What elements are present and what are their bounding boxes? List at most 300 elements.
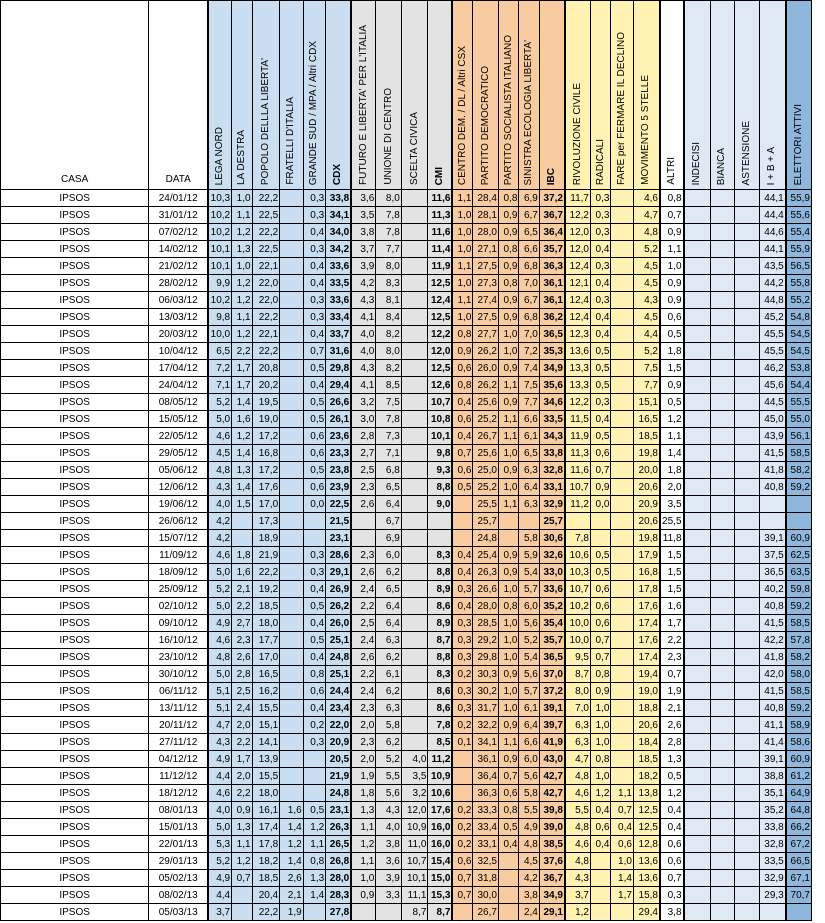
cell-sinistra-ecologia-liberta: 7,4: [519, 360, 539, 377]
cell-partito-democratico: 25,4: [473, 547, 499, 564]
cell-i-b-a: 41,5: [759, 445, 786, 462]
cell-radicali: 0,5: [590, 547, 610, 564]
cell-fare-per-fermare-il-declino: [611, 275, 633, 292]
cell-futuro-e-liberta-per-l-italia: 2,2: [351, 598, 376, 615]
cell-centro-dem-dl-altri-csx: [452, 496, 472, 513]
cell-casa: IPSOS: [1, 547, 149, 564]
cell-centro-dem-dl-altri-csx: 0,9: [452, 343, 472, 360]
cell-partito-socialista-italiano: 1,0: [498, 632, 518, 649]
cell-movimento-5-stelle: 17,9: [633, 547, 660, 564]
cell-grande-sud-mpa-altri-cdx: 0,4: [303, 224, 325, 241]
cell-fratelli-d-italia: [280, 462, 304, 479]
cell-movimento-5-stelle: 4,5: [633, 275, 660, 292]
cell-data: 12/06/12: [149, 479, 208, 496]
cell-data: 14/02/12: [149, 241, 208, 258]
cell-casa: IPSOS: [1, 649, 149, 666]
cell-movimento-5-stelle: 20,6: [633, 717, 660, 734]
cell-la-destra: 2,2: [232, 598, 252, 615]
cell-sinistra-ecologia-liberta: 7,0: [519, 275, 539, 292]
cell-centro-dem-dl-altri-csx: [452, 751, 472, 768]
cell-indecisi: [684, 683, 711, 700]
cell-popolo-dellla-liberta: 22,1: [252, 326, 280, 343]
cell-data: 29/05/12: [149, 445, 208, 462]
cell-rivoluzione-civile: 11,3: [565, 445, 591, 462]
cell-data: 04/12/12: [149, 751, 208, 768]
column-header-altri: [660, 1, 684, 190]
cell-astensione: [735, 751, 760, 768]
cell-centro-dem-dl-altri-csx: [452, 768, 472, 785]
cell-sinistra-ecologia-liberta: 5,5: [519, 802, 539, 819]
cell-i-b-a: 38,8: [759, 768, 786, 785]
cell-la-destra: 2,2: [232, 734, 252, 751]
cell-elettori-attivi: 55,4: [786, 224, 812, 241]
cell-bianca: [710, 496, 735, 513]
cell-cmi: 8,9: [428, 581, 453, 598]
cell-scelta-civica: [401, 275, 428, 292]
cell-casa: IPSOS: [1, 326, 149, 343]
cell-unione-di-centro: 5,8: [376, 717, 402, 734]
cell-i-b-a: 45,2: [759, 309, 786, 326]
cell-scelta-civica: [401, 734, 428, 751]
cell-data: 31/01/12: [149, 207, 208, 224]
cell-rivoluzione-civile: 12,1: [565, 275, 591, 292]
cell-indecisi: [684, 394, 711, 411]
cell-bianca: [710, 564, 735, 581]
cell-partito-democratico: 32,5: [473, 853, 499, 870]
cell-cmi: 12,2: [428, 326, 453, 343]
cell-fare-per-fermare-il-declino: [611, 530, 633, 547]
cell-cdx: 23,4: [326, 700, 352, 717]
cell-popolo-dellla-liberta: 22,5: [252, 207, 280, 224]
cell-bianca: [710, 241, 735, 258]
cell-futuro-e-liberta-per-l-italia: [351, 513, 376, 530]
cell-astensione: [735, 564, 760, 581]
cell-cdx: 23,1: [326, 802, 352, 819]
cell-indecisi: [684, 241, 711, 258]
cell-scelta-civica: [401, 190, 428, 207]
cell-partito-democratico: 28,4: [473, 190, 499, 207]
cell-la-destra: 2,2: [232, 785, 252, 802]
cell-cmi: 8,5: [428, 734, 453, 751]
cell-unione-di-centro: 7,3: [376, 428, 402, 445]
cell-partito-socialista-italiano: 0,5: [498, 819, 518, 836]
cell-elettori-attivi: 59,2: [786, 479, 812, 496]
cell-futuro-e-liberta-per-l-italia: 2,8: [351, 428, 376, 445]
cell-indecisi: [684, 547, 711, 564]
cell-centro-dem-dl-altri-csx: 0,4: [452, 547, 472, 564]
cell-altri: 0,7: [660, 870, 684, 887]
cell-movimento-5-stelle: 18,2: [633, 768, 660, 785]
cell-elettori-attivi: 55,9: [786, 241, 812, 258]
cell-data: 05/06/12: [149, 462, 208, 479]
cell-i-b-a: [759, 496, 786, 513]
cell-partito-socialista-italiano: 1,1: [498, 496, 518, 513]
cell-grande-sud-mpa-altri-cdx: 0,3: [303, 292, 325, 309]
cell-altri: 2,6: [660, 717, 684, 734]
cell-cmi: 16,0: [428, 819, 453, 836]
cell-casa: IPSOS: [1, 462, 149, 479]
table-row: [1, 411, 812, 428]
cell-rivoluzione-civile: 11,6: [565, 462, 591, 479]
cell-scelta-civica: [401, 632, 428, 649]
cell-fare-per-fermare-il-declino: 1,0: [611, 853, 633, 870]
cell-popolo-dellla-liberta: 16,8: [252, 445, 280, 462]
cell-futuro-e-liberta-per-l-italia: 4,3: [351, 292, 376, 309]
cell-indecisi: [684, 717, 711, 734]
cell-cdx: 26,2: [326, 598, 352, 615]
cell-i-b-a: 41,8: [759, 462, 786, 479]
cell-data: 16/10/12: [149, 632, 208, 649]
cell-casa: IPSOS: [1, 530, 149, 547]
cell-centro-dem-dl-altri-csx: 0,5: [452, 479, 472, 496]
cell-cdx: 26,5: [326, 836, 352, 853]
cell-movimento-5-stelle: 17,6: [633, 632, 660, 649]
cell-grande-sud-mpa-altri-cdx: 0,5: [303, 598, 325, 615]
cell-movimento-5-stelle: 5,2: [633, 343, 660, 360]
cell-futuro-e-liberta-per-l-italia: 4,0: [351, 326, 376, 343]
cell-astensione: [735, 836, 760, 853]
cell-popolo-dellla-liberta: 18,9: [252, 530, 280, 547]
cell-ibc: 33,0: [539, 564, 565, 581]
cell-i-b-a: [759, 904, 786, 921]
cell-cmi: 8,3: [428, 666, 453, 683]
table-row: [1, 207, 812, 224]
cell-ibc: 37,6: [539, 853, 565, 870]
cell-scelta-civica: [401, 581, 428, 598]
cell-casa: IPSOS: [1, 258, 149, 275]
cell-elettori-attivi: 58,0: [786, 666, 812, 683]
cell-futuro-e-liberta-per-l-italia: 2,3: [351, 479, 376, 496]
cell-popolo-dellla-liberta: 22,1: [252, 258, 280, 275]
cell-ibc: 35,3: [539, 343, 565, 360]
cell-movimento-5-stelle: 7,5: [633, 360, 660, 377]
cell-fare-per-fermare-il-declino: [611, 258, 633, 275]
cell-altri: 3,8: [660, 904, 684, 921]
cell-popolo-dellla-liberta: 20,8: [252, 360, 280, 377]
cell-lega-nord: 5,2: [208, 853, 232, 870]
cell-popolo-dellla-liberta: 22,5: [252, 241, 280, 258]
cell-lega-nord: 5,2: [208, 394, 232, 411]
cell-astensione: [735, 785, 760, 802]
cell-partito-democratico: 26,0: [473, 360, 499, 377]
cell-popolo-dellla-liberta: 13,9: [252, 751, 280, 768]
cell-altri: 2,3: [660, 649, 684, 666]
cell-popolo-dellla-liberta: 16,2: [252, 683, 280, 700]
cell-fratelli-d-italia: [280, 785, 304, 802]
cell-centro-dem-dl-altri-csx: 0,4: [452, 394, 472, 411]
cell-astensione: [735, 326, 760, 343]
cell-unione-di-centro: 3,9: [376, 870, 402, 887]
cell-fratelli-d-italia: [280, 292, 304, 309]
cell-lega-nord: 5,0: [208, 598, 232, 615]
cell-sinistra-ecologia-liberta: 4,2: [519, 870, 539, 887]
cell-indecisi: [684, 904, 711, 921]
cell-i-b-a: 43,9: [759, 428, 786, 445]
cell-partito-democratico: 27,5: [473, 258, 499, 275]
cell-bianca: [710, 343, 735, 360]
cell-i-b-a: 44,1: [759, 241, 786, 258]
cell-unione-di-centro: 8,5: [376, 377, 402, 394]
cell-scelta-civica: 3,2: [401, 785, 428, 802]
cell-grande-sud-mpa-altri-cdx: [303, 768, 325, 785]
cell-partito-democratico: 25,0: [473, 462, 499, 479]
cell-sinistra-ecologia-liberta: 5,7: [519, 683, 539, 700]
cell-ibc: 36,4: [539, 224, 565, 241]
cell-futuro-e-liberta-per-l-italia: 2,3: [351, 700, 376, 717]
cell-partito-socialista-italiano: 1,1: [498, 377, 518, 394]
cell-ibc: 37,0: [539, 666, 565, 683]
table-row: [1, 853, 812, 870]
cell-cmi: 12,5: [428, 275, 453, 292]
cell-indecisi: [684, 615, 711, 632]
cell-fratelli-d-italia: [280, 564, 304, 581]
cell-fare-per-fermare-il-declino: [611, 547, 633, 564]
cell-fare-per-fermare-il-declino: [611, 241, 633, 258]
cell-fare-per-fermare-il-declino: [611, 683, 633, 700]
cell-cdx: 34,0: [326, 224, 352, 241]
cell-astensione: [735, 530, 760, 547]
cell-rivoluzione-civile: 13,3: [565, 377, 591, 394]
cell-partito-democratico: 26,3: [473, 564, 499, 581]
cell-ibc: 42,7: [539, 768, 565, 785]
cell-partito-socialista-italiano: 1,0: [498, 479, 518, 496]
cell-fratelli-d-italia: [280, 513, 304, 530]
cell-la-destra: 1,4: [232, 479, 252, 496]
cell-altri: 0,5: [660, 394, 684, 411]
cell-astensione: [735, 292, 760, 309]
cell-radicali: 0,5: [590, 360, 610, 377]
cell-unione-di-centro: 5,6: [376, 785, 402, 802]
cell-altri: 0,6: [660, 853, 684, 870]
cell-la-destra: 1,2: [232, 224, 252, 241]
cell-rivoluzione-civile: 12,2: [565, 207, 591, 224]
cell-fare-per-fermare-il-declino: [611, 479, 633, 496]
column-header-cdx: [326, 1, 352, 190]
column-header-label: ASTENSIONE: [740, 120, 752, 185]
cell-movimento-5-stelle: 17,6: [633, 598, 660, 615]
cell-ibc: 34,9: [539, 887, 565, 904]
cell-partito-democratico: 33,4: [473, 819, 499, 836]
cell-i-b-a: 41,1: [759, 717, 786, 734]
cell-i-b-a: 45,5: [759, 343, 786, 360]
cell-unione-di-centro: 8,2: [376, 326, 402, 343]
cell-data: 25/09/12: [149, 581, 208, 598]
cell-elettori-attivi: 55,2: [786, 292, 812, 309]
cell-fare-per-fermare-il-declino: [611, 190, 633, 207]
column-header-label: CDX: [332, 163, 344, 185]
cell-lega-nord: 4,6: [208, 632, 232, 649]
cell-la-destra: 1,2: [232, 428, 252, 445]
cell-indecisi: [684, 649, 711, 666]
cell-centro-dem-dl-altri-csx: 0,6: [452, 853, 472, 870]
cell-i-b-a: 40,8: [759, 700, 786, 717]
cell-partito-socialista-italiano: 0,9: [498, 224, 518, 241]
cell-casa: IPSOS: [1, 309, 149, 326]
header-row: [1, 1, 812, 190]
cell-futuro-e-liberta-per-l-italia: 1,1: [351, 819, 376, 836]
cell-lega-nord: 10,1: [208, 241, 232, 258]
cell-astensione: [735, 717, 760, 734]
cell-fratelli-d-italia: [280, 275, 304, 292]
cell-altri: 1,0: [660, 258, 684, 275]
table-row: [1, 700, 812, 717]
cell-cdx: 24,8: [326, 649, 352, 666]
cell-unione-di-centro: 6,2: [376, 649, 402, 666]
cell-rivoluzione-civile: 13,6: [565, 343, 591, 360]
cell-la-destra: 1,5: [232, 496, 252, 513]
cell-grande-sud-mpa-altri-cdx: [303, 513, 325, 530]
cell-radicali: 0,5: [590, 377, 610, 394]
cell-bianca: [710, 207, 735, 224]
cell-radicali: 0,7: [590, 632, 610, 649]
cell-fratelli-d-italia: [280, 615, 304, 632]
cell-ibc: 32,8: [539, 462, 565, 479]
cell-indecisi: [684, 513, 711, 530]
cell-bianca: [710, 751, 735, 768]
cell-fratelli-d-italia: [280, 326, 304, 343]
cell-popolo-dellla-liberta: 15,5: [252, 768, 280, 785]
table-row: [1, 479, 812, 496]
cell-altri: 1,5: [660, 547, 684, 564]
column-header-centro-dem-dl-altri-csx: [452, 1, 472, 190]
cell-centro-dem-dl-altri-csx: 0,7: [452, 870, 472, 887]
cell-scelta-civica: 3,5: [401, 768, 428, 785]
cell-partito-socialista-italiano: [498, 853, 518, 870]
cell-futuro-e-liberta-per-l-italia: 2,3: [351, 734, 376, 751]
cell-unione-di-centro: 6,1: [376, 666, 402, 683]
cell-futuro-e-liberta-per-l-italia: 2,3: [351, 547, 376, 564]
cell-ibc: 36,3: [539, 258, 565, 275]
cell-indecisi: [684, 360, 711, 377]
cell-popolo-dellla-liberta: 18,0: [252, 615, 280, 632]
cell-radicali: 0,3: [590, 292, 610, 309]
cell-cmi: 11,6: [428, 224, 453, 241]
cell-casa: IPSOS: [1, 241, 149, 258]
cell-cdx: 33,7: [326, 326, 352, 343]
cell-scelta-civica: 11,1: [401, 887, 428, 904]
cell-elettori-attivi: 54,5: [786, 343, 812, 360]
cell-elettori-attivi: 59,8: [786, 581, 812, 598]
cell-cdx: 28,3: [326, 887, 352, 904]
cell-lega-nord: 4,0: [208, 496, 232, 513]
cell-scelta-civica: [401, 343, 428, 360]
cell-cdx: 33,4: [326, 309, 352, 326]
cell-radicali: 0,4: [590, 411, 610, 428]
cell-casa: IPSOS: [1, 734, 149, 751]
cell-astensione: [735, 649, 760, 666]
cell-sinistra-ecologia-liberta: [519, 513, 539, 530]
cell-astensione: [735, 853, 760, 870]
cell-indecisi: [684, 870, 711, 887]
cell-popolo-dellla-liberta: 17,6: [252, 479, 280, 496]
cell-unione-di-centro: 6,4: [376, 598, 402, 615]
cell-cmi: 8,8: [428, 479, 453, 496]
cell-ibc: 38,5: [539, 836, 565, 853]
cell-grande-sud-mpa-altri-cdx: 0,6: [303, 428, 325, 445]
cell-i-b-a: 40,8: [759, 598, 786, 615]
cell-radicali: 0,8: [590, 666, 610, 683]
cell-cdx: 24,8: [326, 785, 352, 802]
cell-unione-di-centro: 6,2: [376, 734, 402, 751]
cell-centro-dem-dl-altri-csx: [452, 904, 472, 921]
cell-movimento-5-stelle: 4,5: [633, 258, 660, 275]
table-row: [1, 275, 812, 292]
cell-sinistra-ecologia-liberta: 7,2: [519, 343, 539, 360]
cell-sinistra-ecologia-liberta: 6,5: [519, 224, 539, 241]
cell-cmi: 8,6: [428, 700, 453, 717]
cell-radicali: [590, 513, 610, 530]
cell-casa: IPSOS: [1, 836, 149, 853]
cell-fratelli-d-italia: [280, 411, 304, 428]
cell-bianca: [710, 513, 735, 530]
cell-cmi: 9,0: [428, 496, 453, 513]
cell-scelta-civica: [401, 428, 428, 445]
cell-i-b-a: 43,5: [759, 258, 786, 275]
table-row: [1, 462, 812, 479]
cell-bianca: [710, 360, 735, 377]
cell-bianca: [710, 598, 735, 615]
cell-partito-socialista-italiano: 0,8: [498, 190, 518, 207]
cell-casa: IPSOS: [1, 496, 149, 513]
cell-fratelli-d-italia: [280, 598, 304, 615]
cell-bianca: [710, 666, 735, 683]
cell-popolo-dellla-liberta: 17,2: [252, 462, 280, 479]
cell-data: 24/01/12: [149, 190, 208, 207]
cell-movimento-5-stelle: 4,4: [633, 326, 660, 343]
cell-data: 30/10/12: [149, 666, 208, 683]
cell-elettori-attivi: 59,2: [786, 598, 812, 615]
cell-indecisi: [684, 530, 711, 547]
cell-lega-nord: 7,2: [208, 360, 232, 377]
cell-cmi: 15,3: [428, 887, 453, 904]
cell-astensione: [735, 343, 760, 360]
cell-indecisi: [684, 207, 711, 224]
cell-grande-sud-mpa-altri-cdx: 0,5: [303, 632, 325, 649]
cell-ibc: 33,8: [539, 445, 565, 462]
cell-partito-socialista-italiano: [498, 887, 518, 904]
cell-indecisi: [684, 802, 711, 819]
cell-unione-di-centro: 6,5: [376, 479, 402, 496]
cell-partito-democratico: 29,8: [473, 649, 499, 666]
cell-partito-democratico: 28,0: [473, 598, 499, 615]
cell-astensione: [735, 547, 760, 564]
cell-movimento-5-stelle: 19,4: [633, 666, 660, 683]
cell-centro-dem-dl-altri-csx: 0,4: [452, 598, 472, 615]
cell-bianca: [710, 377, 735, 394]
cell-lega-nord: 9,9: [208, 275, 232, 292]
cell-lega-nord: 4,9: [208, 870, 232, 887]
cell-partito-socialista-italiano: 1,0: [498, 343, 518, 360]
cell-scelta-civica: 8,7: [401, 904, 428, 921]
cell-fare-per-fermare-il-declino: [611, 377, 633, 394]
cell-cmi: 10,9: [428, 768, 453, 785]
cell-lega-nord: 5,0: [208, 564, 232, 581]
cell-unione-di-centro: 7,7: [376, 241, 402, 258]
cell-scelta-civica: [401, 649, 428, 666]
cell-movimento-5-stelle: 12,5: [633, 819, 660, 836]
column-header-label: LA DESTRA: [235, 129, 247, 185]
cell-la-destra: 2,1: [232, 581, 252, 598]
cell-rivoluzione-civile: 10,7: [565, 581, 591, 598]
cell-indecisi: [684, 275, 711, 292]
cell-ibc: 30,6: [539, 530, 565, 547]
cell-centro-dem-dl-altri-csx: 1,0: [452, 224, 472, 241]
cell-ibc: 37,2: [539, 190, 565, 207]
cell-partito-democratico: 36,1: [473, 751, 499, 768]
column-header-data: [149, 1, 208, 190]
cell-indecisi: [684, 734, 711, 751]
cell-elettori-attivi: 55,8: [786, 275, 812, 292]
